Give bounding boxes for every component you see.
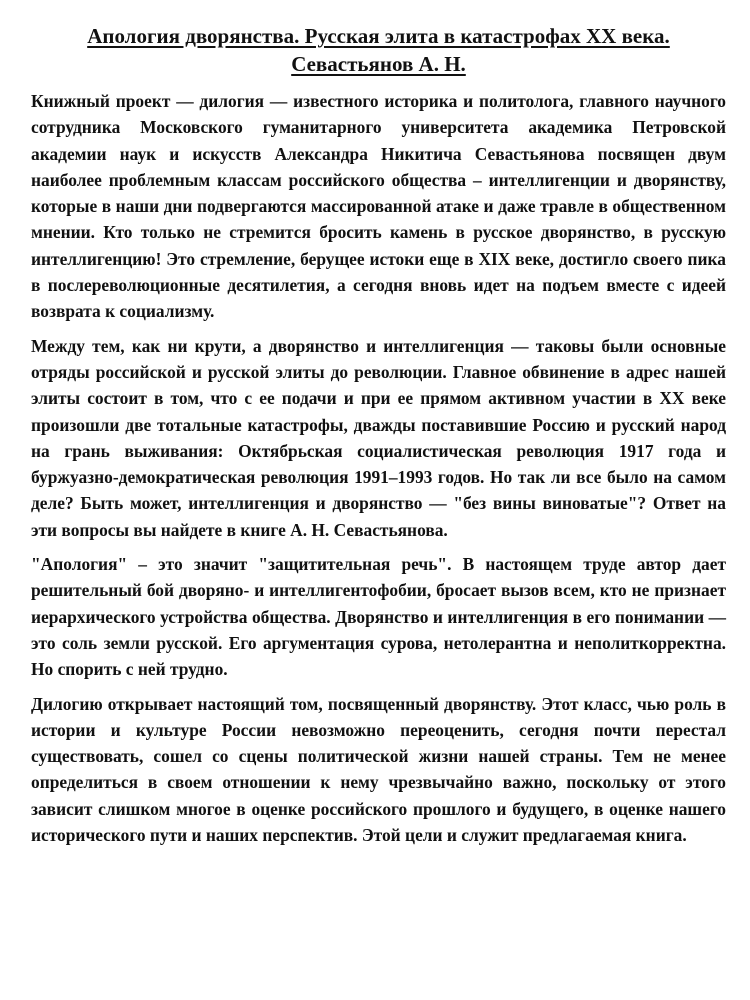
paragraph-3: "Апология" – это значит "защитительная речь". В настоящем труде автор дает решительный бой дворяно- и интеллигентофобии, бросает вызов всем, кто не признает иерархического устройства общества. Дворянство и интеллигенция в его понимании — это соль земли русской. Его аргументация сурова, нетолерантна и неполиткорректна. Но спорить с ней трудно.: [31, 554, 726, 680]
paragraph-1: Книжный проект — дилогия — известного историка и политолога, главного научного сотрудника Московского гуманитарного университета академика Петровской академии наук и искусств Александра Никитича Севастьянова посвящен двум наиболее проблемным классам российского общества – интеллигенции и дворянству, которые в наши дни подвергаются массированной атаке и даже травле в общественном мнении. Кто только не стремится бросить камень в русское дворянство, в русскую интеллигенцию! Это стремление, берущее истоки еще в XIX веке, достигло своего пика в послереволюционные десятилетия, а сегодня вновь идет на подъем вместе с идеей возврата к социализму.: [31, 91, 726, 322]
document-title: [31, 22, 726, 78]
paragraph-4: Дилогию открывает настоящий том, посвященный дворянству. Этот класс, чью роль в истории и культуре России невозможно переоценить, сегодня почти перестал существовать, сошел со сцены политической жизни нашей страны. Тем не менее определиться в своем отношении к нему чрезвычайно важно, поскольку от этого зависит слишком многое в оценке российского прошлого и будущего, в оценке нашего исторического пути и наших перспектив. Этой цели и служит предлагаемая книга.: [31, 693, 726, 846]
paragraph-2: Между тем, как ни крути, а дворянство и интеллигенция — таковы были основные отряды российской и русской элиты до революции. Главное обвинение в адрес нашей элиты состоит в том, что с ее подачи и при ее прямом активном участии в XX веке произошли две тотальные катастрофы, дважды поставившие Россию и русский народ на грань выживания: Октябрьская социалистическая революция 1917 года и буржуазно-демократическая революция 1991–1993 годов. Но так ли все было на самом деле? Быть может, интеллигенция и дворянство — "без вины виноватые"? Ответ на эти вопросы вы найдете в книге А. Н. Севастьянова.: [31, 335, 726, 540]
title-line-1: Апология дворянства. Русская элита в катастрофах XX века.: [87, 24, 670, 48]
title-line-2: Севастьянов А. Н.: [291, 52, 466, 76]
